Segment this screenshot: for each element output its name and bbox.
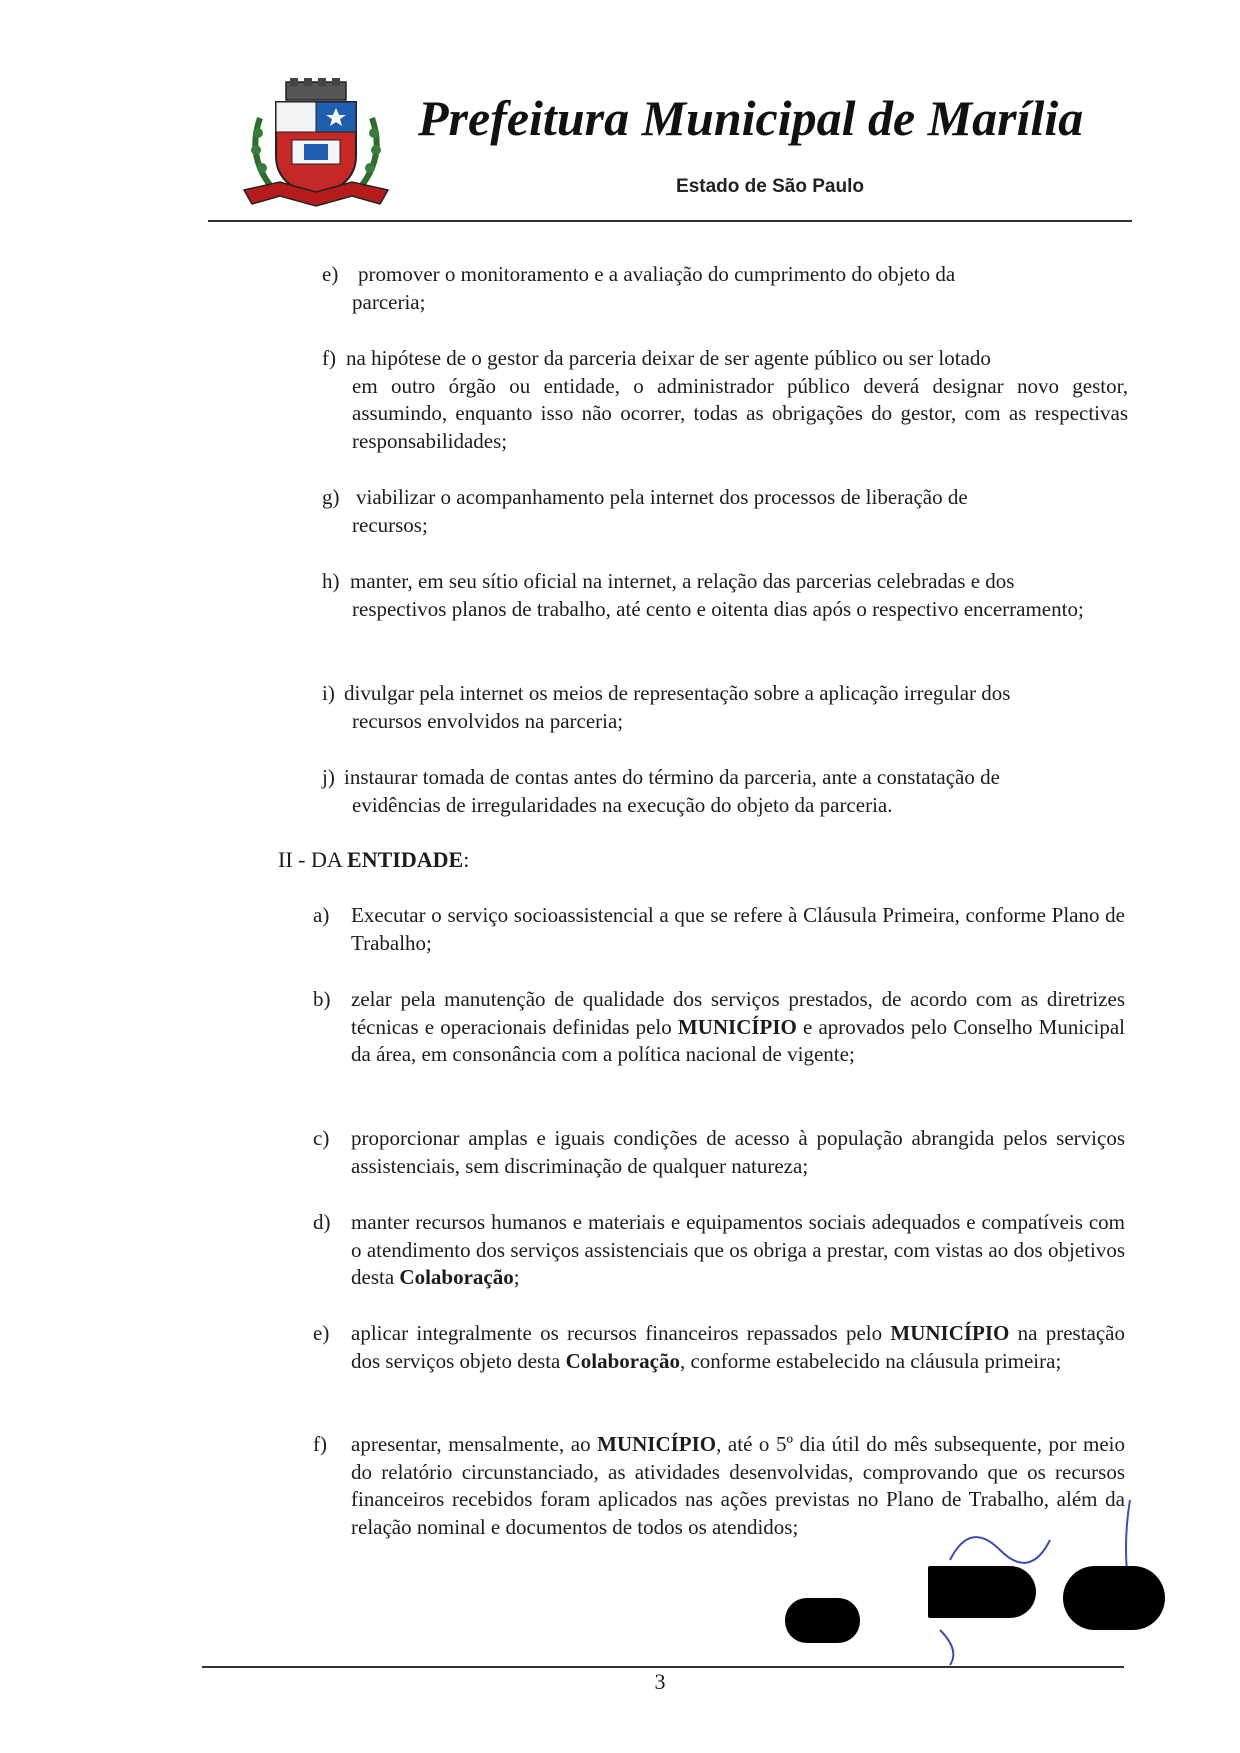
list-item-text-continued: evidências de irregularidades na execução do objeto da parceria.	[352, 792, 893, 817]
list-item-text-continued: respectivos planos de trabalho, até cento e oitenta dias após o respectivo encerramento;	[352, 596, 1084, 621]
footer-divider	[202, 1666, 1124, 1668]
list-item-text: , até o 5º dia útil do mês subsequente, por meio do relatório circunstanciado, as atividades desenvolvidas, comprovando que os recursos financeiros recebidos foram aplicados nas ações previstas no Plano de Trabalho, além da relação nominal e documentos de todos os atendidos;	[351, 1432, 1125, 1539]
list-marker: j)	[322, 765, 335, 789]
list-item	[322, 345, 1128, 455]
list-item-text: manter, em seu sítio oficial na internet, a relação das parcerias celebradas e dos	[350, 569, 1015, 593]
list-item-text: viabilizar o acompanhamento pela internet dos processos de liberação de	[356, 485, 968, 509]
emphasis-text: Colaboração	[399, 1265, 514, 1289]
list-item-text: Executar o serviço socioassistencial a que se refere à Cláusula Primeira, conforme Plano de Trabalho;	[351, 903, 1125, 955]
list-marker: i)	[322, 681, 335, 705]
list-item-text: aplicar integralmente os recursos financeiros repassados pelo	[351, 1321, 891, 1345]
list-marker: a)	[313, 903, 330, 927]
list-marker: c)	[313, 1126, 330, 1150]
list-marker: g)	[322, 485, 340, 509]
page-subtitle: Estado de São Paulo	[676, 176, 864, 197]
list-item-text: e aprovados pelo Conselho Municipal da área, em consonância com a política nacional de vigente;	[351, 1014, 1125, 1066]
list-item-text: ;	[513, 1265, 520, 1289]
list-item	[322, 261, 1128, 316]
page-title: Prefeitura Municipal de Marília	[418, 90, 1084, 146]
list-item	[322, 484, 1128, 539]
list-item-text: na hipótese de o gestor da parceria deixar de ser agente público ou ser lotado	[346, 346, 991, 370]
redaction-mark	[1063, 1566, 1165, 1630]
emphasis-text: MUNICÍPIO	[677, 1014, 797, 1039]
emphasis-text: MUNICÍPIO	[890, 1321, 1010, 1345]
redaction-mark	[785, 1598, 860, 1643]
list-marker: f)	[313, 1432, 327, 1456]
list-marker: e)	[313, 1321, 330, 1345]
section-heading	[278, 846, 469, 874]
coat-of-arms-icon	[240, 78, 392, 214]
list-item	[322, 568, 1128, 623]
list-item-text: proporcionar amplas e iguais condições de acesso à população abrangida pelos serviços assistenciais, sem discriminação de qualquer natureza;	[351, 1126, 1125, 1178]
redaction-mark	[928, 1566, 1036, 1618]
list-item	[322, 680, 1128, 735]
section-heading-prefix: II - DA	[278, 847, 348, 872]
list-item-text-continued: parceria;	[352, 289, 426, 314]
list-item-text-continued: em outro órgão ou entidade, o administrador público deverá designar novo gestor, assumindo, enquanto isso não ocorrer, todas as obrigações do gestor, com as respectivas responsabilidades;	[352, 373, 1128, 453]
list-item-text: instaurar tomada de contas antes do término da parceria, ante a constatação de	[344, 765, 1000, 789]
list-marker: h)	[322, 569, 340, 593]
section-heading-bold: ENTIDADE	[347, 847, 464, 872]
list-item-text: zelar pela manutenção de qualidade dos serviços prestados, de acordo com as diretrizes técnicas e operacionais definidas pelo	[351, 987, 1125, 1039]
list-item-text: divulgar pela internet os meios de representação sobre a aplicação irregular dos	[344, 681, 1011, 705]
list-item-text-continued: recursos;	[352, 512, 428, 537]
emphasis-text: MUNICÍPIO	[597, 1432, 717, 1456]
list-marker: f)	[322, 346, 336, 370]
list-item-text: manter recursos humanos e materiais e equipamentos sociais adequados e compatíveis com o atendimento dos serviços assistenciais que os obriga a prestar, com vistas ao dos objetivos desta	[351, 1210, 1125, 1289]
list-marker: b)	[313, 987, 331, 1011]
list-item-text: promover o monitoramento e a avaliação do cumprimento do objeto da	[358, 262, 956, 286]
list-marker: d)	[313, 1210, 331, 1234]
list-item	[322, 764, 1128, 819]
list-item-text: apresentar, mensalmente, ao	[351, 1432, 598, 1456]
page-number: 3	[654, 1669, 666, 1694]
section-heading-suffix: :	[463, 847, 470, 872]
list-item-text-continued: recursos envolvidos na parceria;	[352, 708, 624, 733]
header-divider	[208, 220, 1132, 222]
emphasis-text: Colaboração	[565, 1348, 680, 1373]
list-item-text: na prestação dos serviços objeto desta	[351, 1321, 1125, 1373]
list-item-text: , conforme estabelecido na cláusula primeira;	[679, 1348, 1062, 1373]
list-marker: e)	[322, 262, 339, 286]
